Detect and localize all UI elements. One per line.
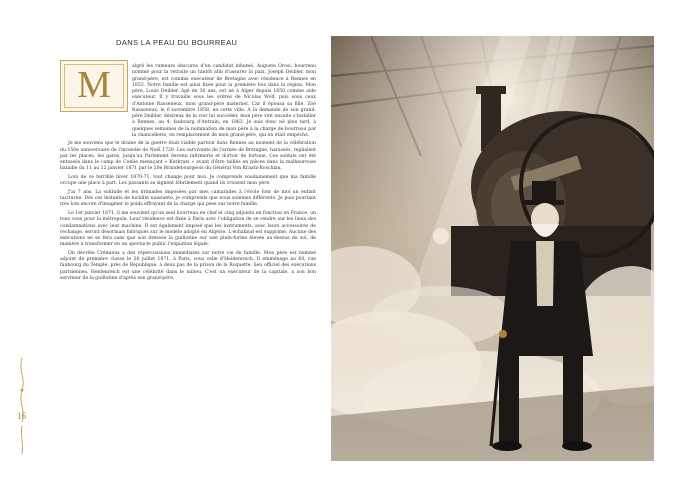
paragraph-4: J'ai 7 ans. La solitude et les brimades imposées par mes camarades à l'école font de moi un enfant taciturne. Dès ces instants de lucidité naissante, je comprends que nous sommes différents. Je puis pourtant très loin encore d'imaginer le poids effrayant de la charge qui pèse sur notre famille. [60, 189, 316, 208]
drop-cap-letter: M [77, 64, 111, 106]
paragraph-6: On décrète Crémieux a des répercussions immédiates sur notre vie de famille. Mon père est nommé adjoint de première classe le 26 juillet 1871, à Paris, sous celle d'Heidenreich. Il emménage au 60, rue faubourg du Temple, près de République, à deux pas de la prison de la Roquette, lieu officiel des exécutions parisiennes. Heidenreich est une célébrité dans le milieu. C'est un exécuteur de la capitale, a son bon serviteur de la guillotine d'après son grand-père. [60, 250, 316, 281]
paragraph-2: Je me souviens que le drame de la guerre était visible partout dans Rennes au moment de la célébration du 150e anniversaire de l'incendie de Noël 1720. Les survivants de l'armée de Bretagne, harassés, repliaient par les places, les gares, jusqu'au Parlement devenu infirmerie et dortoir de fortune. Ces soldats ont été entassés dans le camp de Conlie menaçant « Kerkrats » avant d'être taillés en pièces dans la malheureuse bataille du 11 au 12 janvier 1871 par le 20e Brandebourgeois du Général Von Kraatz-Koschlau. [60, 141, 316, 172]
running-header: DANS LA PEAU DU BOURREAU [116, 38, 238, 47]
paragraph-5: Le 1er janvier 1871, il me souvient qu'un seul bourreau en chef et cinq adjoints en fonction en France, un tous ceux pour la métropole. Leur résidence est fixée à Paris avec l'obligation de se rendre sur les lieux des condamnations avec leur machine. Il est également imposé que les instruments, avec leurs accessoires de rechange, seront désormais fabriqués sur le modèle adopté en Algérie. L'échafaud est supprimé. Aucune des exécutions ne se fera sans que soit dressée la guillotine sur une plate-forme élevée au-dessus du sol, de manière à transformer en un spectacle public l'expiation légale. [60, 211, 316, 248]
margin-ornament-icon [14, 356, 30, 456]
paragraph-3: Lors de ce terrible hiver 1870-71, tout change pour moi. Je comprends soudainement que ma famille occupe une place à part. Les passants se signent fébrilement quand ils croisent mon père. [60, 175, 316, 187]
body-text [60, 64, 316, 285]
paragraph-1 [60, 64, 316, 139]
page-number: 16 [17, 411, 26, 421]
paragraph-1-text: algré les rumeurs obscures d'un candidat inhumé, Auguste Orosi, bourreau nommé pour la retraite un tantôt afin d'assurer la paix, Joseph Deibler, mon grand-père, est commis exécuteur de Bretagne avec résidence à Rennes en 1853. Notre famille est ainsi fixée pour la première fois dans la région. Mon père, Louis Deibler, âgé de 30 ans, est né à Alger depuis 1850 comme aide exécuteur. Il y travaille sous les ordres de Nicolas Wolf, puis sous ceux d'Antoine Rasseneux, mon grand-père maternel. Car il épousa sa fille, Zoé Rasseneux, le 6 novembre 1858, en cette ville. À la demande de son grand-père Deibler, désireux de la voir lui succéder, mon père vint ensuite s'installer à Rennes, au 4, faubourg d'Antrain, en 1863. Je suis donc né plus tard, à quelques semaines de la nomination de mon père à la charge de bourreau par la chancellerie, en remplacement de mon grand-père, qui en était empêché. [132, 64, 316, 138]
illustration-art [331, 36, 654, 461]
illustration [331, 36, 654, 461]
